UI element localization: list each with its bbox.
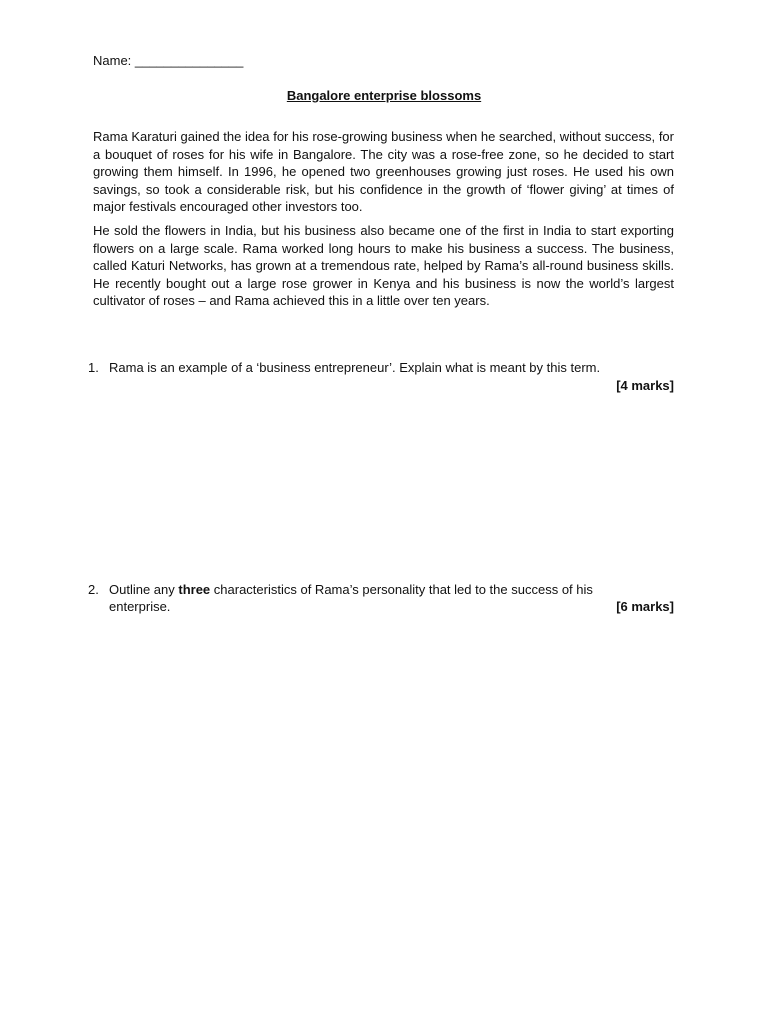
question-text-before: Outline any xyxy=(109,582,179,597)
question-text xyxy=(109,581,674,599)
question-number: 2. xyxy=(88,582,99,597)
case-study-paragraph-2: He sold the flowers in India, but his business also became one of the first in India to start exporting flowers on a large scale. Rama worked long hours to make his business a success. The business, called Katuri Networks, has grown at a tremendous rate, helped by Rama’s all-round business skills. He recently bought out a large rose grower in Kenya and his business is now the world’s largest cultivator of roses – and Rama achieved this in a little over ten years. xyxy=(93,223,674,309)
marks-label: [6 marks] xyxy=(616,599,674,614)
worksheet-title: Bangalore enterprise blossoms xyxy=(286,88,482,103)
question-2 xyxy=(88,581,674,621)
question-text-after: characteristics of Rama’s personality that led to the success of his xyxy=(210,582,593,597)
name-field-label: Name: _______________ xyxy=(93,53,244,68)
question-text: Rama is an example of a ‘business entrepreneur’. Explain what is meant by this term. xyxy=(109,360,601,375)
marks-label: [4 marks] xyxy=(616,378,674,393)
question-1 xyxy=(88,359,674,399)
case-study-paragraph-1: Rama Karaturi gained the idea for his rose-growing business when he searched, without success, for a bouquet of roses for his wife in Bangalore. The city was a rose-free zone, so he decided to start growing them himself. In 1996, he opened two greenhouses growing just roses. He used his own savings, so took a considerable risk, but his confidence in the growth of ‘flower giving’ at times of major festivals encouraged other investors too. xyxy=(93,129,674,215)
question-number: 1. xyxy=(88,360,99,375)
question-text-continuation: enterprise. xyxy=(109,599,171,614)
question-text-emphasis: three xyxy=(178,582,211,597)
